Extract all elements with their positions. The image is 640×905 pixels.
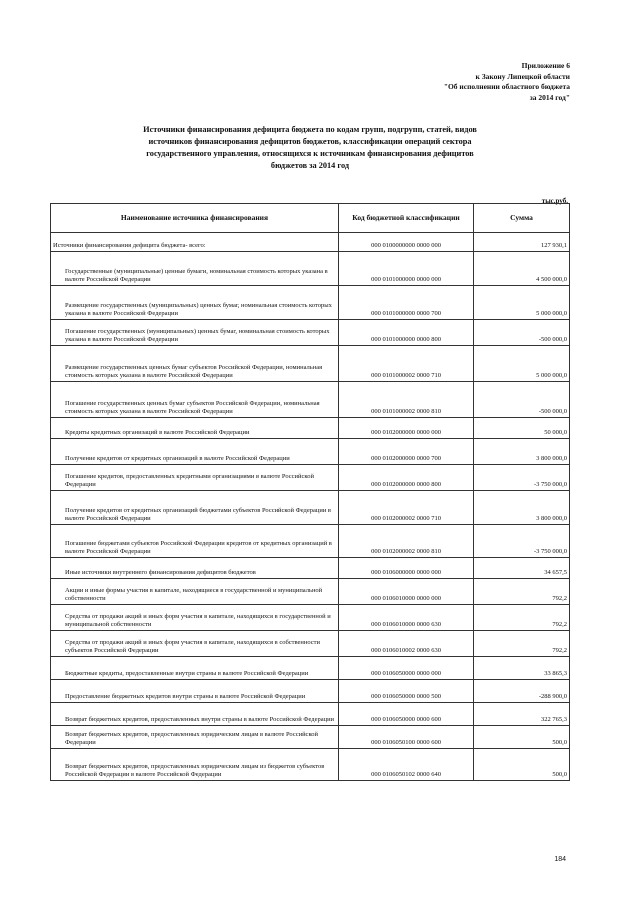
- cell-classification-code: 000 0106010000 0000 630: [339, 605, 474, 631]
- cell-sum: -500 000,0: [474, 320, 570, 346]
- title-line: бюджетов за 2014 год: [270, 161, 350, 170]
- cell-source-name: [51, 726, 339, 749]
- table-row: [51, 749, 570, 781]
- cell-sum: 5 000 000,0: [474, 286, 570, 320]
- table-row: [51, 631, 570, 657]
- source-name-text: Акции и иные формы участия в капитале, находящиеся в государственной и муниципальной собственности: [65, 586, 323, 602]
- cell-source-name: [51, 631, 339, 657]
- cell-source-name: [51, 233, 339, 252]
- cell-source-name: [51, 346, 339, 382]
- title-line: Источники финансирования дефицита бюджета по кодам групп, подгрупп, статей, видов: [143, 125, 477, 134]
- cell-sum: 500,0: [474, 749, 570, 781]
- cell-classification-code: 000 0102000000 0000 000: [339, 418, 474, 439]
- cell-classification-code: 000 0102000000 0000 700: [339, 439, 474, 465]
- source-name-text: Получение кредитов от кредитных организаций в валюте Российской Федерации: [65, 454, 290, 462]
- source-name-text: Иные источники внутреннего финансирования дефицитов бюджетов: [65, 568, 256, 576]
- source-name-text: Источники финансирования дефицита бюджета- всего:: [53, 241, 206, 249]
- cell-source-name: [51, 382, 339, 418]
- cell-sum: -288 900,0: [474, 680, 570, 703]
- cell-sum: 322 765,3: [474, 703, 570, 726]
- cell-classification-code: 000 0106050100 0000 600: [339, 726, 474, 749]
- column-header-sum: Сумма: [474, 204, 570, 233]
- cell-sum: -3 750 000,0: [474, 525, 570, 558]
- annex-line: за 2014 год": [529, 92, 570, 102]
- cell-classification-code: 000 0100000000 0000 000: [339, 233, 474, 252]
- cell-sum: 5 000 000,0: [474, 346, 570, 382]
- cell-classification-code: 000 0101000000 0000 700: [339, 286, 474, 320]
- cell-classification-code: 000 0106050102 0000 640: [339, 749, 474, 781]
- annex-block: [444, 61, 570, 103]
- cell-classification-code: 000 0101000000 0000 000: [339, 252, 474, 286]
- cell-source-name: [51, 579, 339, 605]
- table-row: [51, 605, 570, 631]
- cell-classification-code: 000 0106010000 0000 000: [339, 579, 474, 605]
- cell-sum: 500,0: [474, 726, 570, 749]
- table-row: [51, 703, 570, 726]
- cell-sum: -500 000,0: [474, 382, 570, 418]
- cell-sum: 33 865,3: [474, 657, 570, 680]
- cell-sum: 50 000,0: [474, 418, 570, 439]
- cell-classification-code: 000 0106050000 0000 000: [339, 657, 474, 680]
- document-title: [100, 124, 520, 172]
- source-name-text: Государственные (муниципальные) ценные бумаги, номинальная стоимость которых указана в валюте Российской Федерации: [65, 267, 328, 283]
- source-name-text: Погашение государственных (муниципальных) ценных бумаг, номинальная стоимость которых указана в валюте Российской Федерации: [65, 327, 330, 343]
- cell-sum: 34 657,5: [474, 558, 570, 579]
- table-row: [51, 680, 570, 703]
- cell-classification-code: 000 0106050000 0000 600: [339, 703, 474, 726]
- table-row: [51, 286, 570, 320]
- source-name-text: Кредиты кредитных организаций в валюте Российской Федерации: [65, 428, 250, 436]
- cell-sum: 792,2: [474, 631, 570, 657]
- table-row: [51, 726, 570, 749]
- cell-sum: 127 930,1: [474, 233, 570, 252]
- cell-classification-code: 000 0101000002 0000 710: [339, 346, 474, 382]
- page-number: 184: [554, 856, 566, 863]
- cell-source-name: [51, 558, 339, 579]
- cell-source-name: [51, 418, 339, 439]
- cell-source-name: [51, 680, 339, 703]
- source-name-text: Размещение государственных ценных бумаг субъектов Российской Федерации, номинальная стоимость которых указана в валюте Российской Федерации: [65, 363, 323, 379]
- cell-source-name: [51, 252, 339, 286]
- cell-classification-code: 000 0101000002 0000 810: [339, 382, 474, 418]
- cell-source-name: [51, 605, 339, 631]
- table-row: [51, 252, 570, 286]
- table-row: [51, 657, 570, 680]
- cell-source-name: [51, 439, 339, 465]
- source-name-text: Погашение бюджетами субъектов Российской Федерации кредитов от кредитных организаций в валюте Российской Федерации: [65, 539, 332, 555]
- cell-source-name: [51, 525, 339, 558]
- table-row: [51, 525, 570, 558]
- source-name-text: Погашение государственных ценных бумаг субъектов Российской Федерации, номинальная стоимость которых указана в валюте Российской Федерации: [65, 399, 320, 415]
- cell-sum: 792,2: [474, 579, 570, 605]
- table-row: [51, 233, 570, 252]
- title-line: государственного управления, относящихся к источникам финансирования дефицитов: [146, 149, 474, 158]
- source-name-text: Погашение кредитов, предоставленных кредитными организациями в валюте Российской Федерации: [65, 472, 314, 488]
- cell-classification-code: 000 0101000000 0000 800: [339, 320, 474, 346]
- column-header-code: Код бюджетной классификации: [339, 204, 474, 233]
- source-name-text: Размещение государственных (муниципальных) ценных бумаг, номинальная стоимость которых указана в валюте Российской Федерации: [65, 301, 332, 317]
- cell-classification-code: 000 0102000002 0000 710: [339, 491, 474, 525]
- table-row: [51, 439, 570, 465]
- cell-classification-code: 000 0106050000 0000 500: [339, 680, 474, 703]
- title-line: источников финансирования дефицитов бюджетов, классификации операций сектора: [148, 137, 472, 146]
- column-header-name: Наименование источника финансирования: [51, 204, 339, 233]
- source-name-text: Средства от продажи акций и иных форм участия в капитале, находящихся в собственности субъектов Российской Федерации: [65, 638, 320, 654]
- annex-line: Приложение 6: [521, 61, 570, 70]
- cell-sum: -3 750 000,0: [474, 465, 570, 491]
- source-name-text: Возврат бюджетных кредитов, предоставленных юридическим лицам в валюте Российской Федерации: [65, 730, 318, 746]
- table-row: [51, 418, 570, 439]
- cell-sum: 3 800 000,0: [474, 491, 570, 525]
- table-header-row: [51, 204, 570, 233]
- cell-sum: 792,2: [474, 605, 570, 631]
- cell-source-name: [51, 703, 339, 726]
- source-name-text: Предоставление бюджетных кредитов внутри страны в валюте Российской Федерации: [65, 692, 306, 700]
- units-label: тыс.руб.: [541, 197, 568, 205]
- table-row: [51, 382, 570, 418]
- table-row: [51, 558, 570, 579]
- source-name-text: Бюджетные кредиты, предоставленные внутри страны в валюте Российской Федерации: [65, 669, 309, 677]
- table-row: [51, 579, 570, 605]
- annex-line: "Об исполнении областного бюджета: [443, 82, 570, 91]
- cell-source-name: [51, 286, 339, 320]
- cell-classification-code: 000 0102000002 0000 810: [339, 525, 474, 558]
- source-name-text: Средства от продажи акций и иных форм участия в капитале, находящихся в государственной и муниципальной собственности: [65, 612, 331, 628]
- table-row: [51, 491, 570, 525]
- cell-source-name: [51, 749, 339, 781]
- table-row: [51, 465, 570, 491]
- financing-sources-table: [50, 203, 570, 781]
- cell-source-name: [51, 491, 339, 525]
- source-name-text: Возврат бюджетных кредитов, предоставленных внутри страны в валюте Российской Федерации: [65, 715, 335, 723]
- cell-classification-code: 000 0106010002 0000 630: [339, 631, 474, 657]
- table-row: [51, 320, 570, 346]
- cell-source-name: [51, 465, 339, 491]
- cell-source-name: [51, 320, 339, 346]
- source-name-text: Получение кредитов от кредитных организаций бюджетами субъектов Российской Федерации в валюте Российской Федерации: [65, 506, 331, 522]
- cell-classification-code: 000 0106000000 0000 000: [339, 558, 474, 579]
- table-row: [51, 346, 570, 382]
- cell-source-name: [51, 657, 339, 680]
- cell-classification-code: 000 0102000000 0000 800: [339, 465, 474, 491]
- cell-sum: 4 500 000,0: [474, 252, 570, 286]
- source-name-text: Возврат бюджетных кредитов, предоставленных юридическим лицам из бюджетов субъектов Российской Федерации в валюте Российской Федерации: [65, 762, 325, 778]
- annex-line: к Закону Липецкой области: [475, 71, 570, 81]
- cell-sum: 3 800 000,0: [474, 439, 570, 465]
